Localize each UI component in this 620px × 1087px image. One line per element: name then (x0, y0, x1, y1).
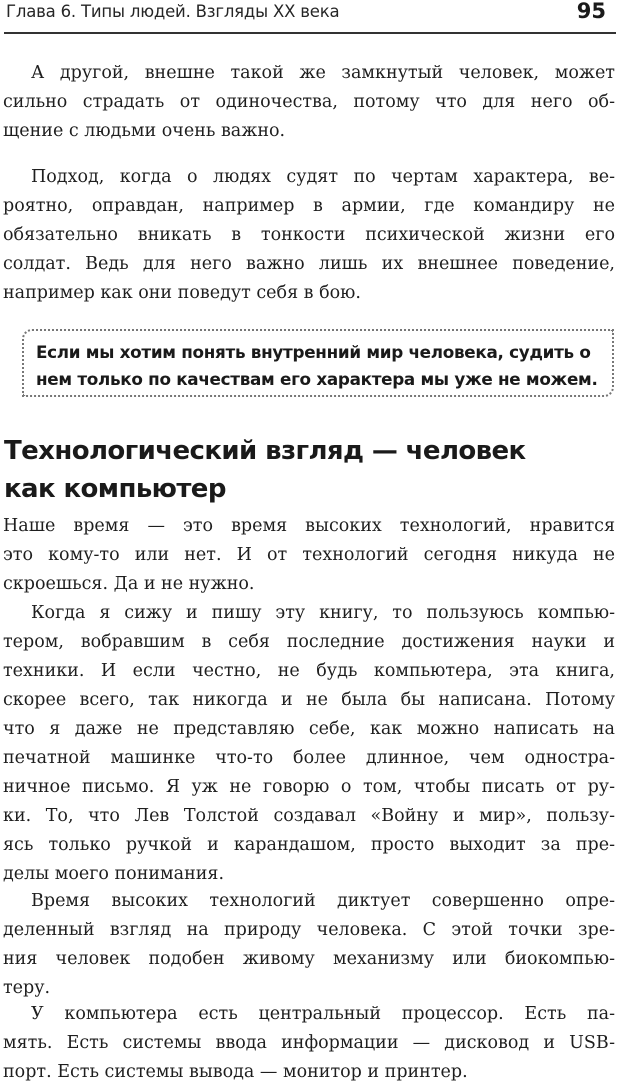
paragraph-line: теру. (3, 978, 51, 998)
paragraph-line: ясь только ручкой и карандашом, просто выходит за пре- (3, 835, 615, 855)
paragraph-2 (3, 163, 615, 308)
paragraph-3 (3, 512, 615, 599)
paragraph-line: это кому-то или нет. И от технологий сегодня никуда не (3, 545, 615, 565)
paragraph-line: солдат. Ведь для него важно лишь их внешнее поведение, (3, 254, 615, 274)
paragraph-line: деленный взгляд на природу человека. С этой точки зре- (3, 920, 615, 940)
paragraph-line: щение с людьми очень важно. (3, 121, 286, 141)
paragraph-6 (3, 1000, 615, 1087)
paragraph-line: А другой, внешне такой же замкнутый человек, может (31, 63, 615, 83)
page-header (0, 0, 620, 30)
paragraph-line: делы моего понимания. (3, 864, 225, 884)
section-heading (4, 432, 616, 508)
paragraph-line: ки. То, что Лев Толстой создавал «Войну и мир», пользу- (3, 806, 615, 826)
paragraph-line: сильно страдать от одиночества, потому что для него об- (3, 92, 615, 112)
heading-line: как компьютер (4, 474, 226, 504)
paragraph-line: что я даже не представляю себе, как можно написать на (3, 719, 615, 739)
callout-line: нем только по качествам его характера мы уже не можем. (36, 369, 598, 389)
paragraph-line: скорее всего, так никогда и не была бы написана. Потому (3, 690, 615, 710)
paragraph-line: тером, вобравшим в себя последние достижения науки и (3, 632, 615, 652)
paragraph-line: Когда я сижу и пишу эту книгу, то пользуюсь компью- (31, 603, 615, 623)
heading-line: Технологический взгляд — человек (4, 436, 526, 466)
callout-text (36, 339, 616, 393)
paragraph-line: скроешься. Да и не нужно. (3, 574, 255, 594)
paragraph-line: ния человек подобен живому механизму или биокомпью- (3, 949, 615, 969)
paragraph-5 (3, 887, 615, 1003)
header-rule (4, 32, 616, 34)
paragraph-line: У компьютера есть центральный процессор. Есть па- (31, 1004, 615, 1024)
paragraph-line: техники. И если честно, не будь компьютера, эта книга, (3, 661, 615, 681)
paragraph-line: например как они поведут себя в бою. (3, 283, 361, 303)
running-head: Глава 6. Типы людей. Взгляды XX века (6, 2, 340, 21)
paragraph-1 (3, 59, 615, 146)
paragraph-line: Подход, когда о людях судят по чертам характера, ве- (31, 167, 615, 187)
paragraph-line: Время высоких технологий диктует совершенно опре- (31, 891, 615, 911)
paragraph-line: ничное письмо. Я уж не говорю о том, чтобы писать от ру- (3, 777, 615, 797)
paragraph-line: порт. Есть системы вывода — монитор и принтер. (3, 1062, 468, 1082)
paragraph-4 (3, 599, 615, 889)
paragraph-line: Наше время — это время высоких технологий, нравится (3, 516, 615, 536)
paragraph-line: обязательно вникать в тонкости психической жизни его (3, 225, 615, 245)
callout-line: Если мы хотим понять внутренний мир человека, судить о (36, 342, 591, 362)
paragraph-line: роятно, оправдан, например в армии, где командиру не (3, 196, 615, 216)
page-number: 95 (576, 0, 606, 23)
paragraph-line: печатной машинке что-то более длинное, чем одностра- (3, 748, 615, 768)
paragraph-line: мять. Есть системы ввода информации — дисковод и USB- (3, 1033, 615, 1053)
